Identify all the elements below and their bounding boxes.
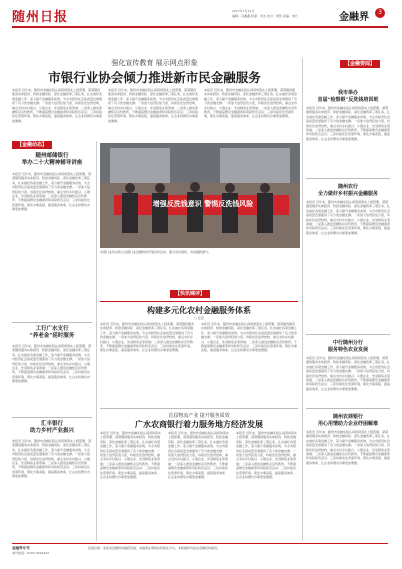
right1-body: 本报讯 近年来，随州市金融系统认真贯彻落实上级部署，紧紧围绕服务实体经济、防控金融风险、深化金融改革三项任务，扎实做好各项金融工作，着力提升金融服务质效，为全市经济社会高质量发展提供了有力的金融支撑。一是加大信贷投放力度，持续优化信贷结构，重点支持乡村振兴、小微企业、先进制造业等领域；二是深入推进金融知识宣传教育，不断提高群众金融素养和风险防范意识；三是持续优化营商环境，简化办事流程，提高服务效率，让企业和群众办事更加便捷。: [306, 106, 390, 141]
date-line: 2017年1月12日: [232, 9, 255, 13]
right2-title: 随州农行 全力做好乡村振兴金融服务: [317, 184, 378, 197]
article-gongxing-body: 本报讯 近年来，随州市金融系统认真贯彻落实上级部署，紧紧围绕服务实体经济、防控金融风险、深化金融改革三项任务，扎实做好各项金融工作，着力提升金融服务质效，为全市经济社会高质量发展提供了有力的金融支撑。一是加大信贷投放力度，持续优化信贷结构，重点支持乡村振兴、小微企业、先进制造业等领域；二是深入推进金融知识宣传教育，不断提高群众金融素养和风险防范意识；三是持续优化营商环境，简化办事流程，提高服务效率，让企业和群众办事更加便捷。: [12, 344, 91, 384]
meta-line: 编辑：冯鑫鑫 版面：刘杰 校对：周凯 美编：刘巧: [232, 14, 298, 18]
nonghang-kicker: 首届物流产业 提升服务质效: [168, 413, 230, 419]
lead-body-col3: 本报讯 近年来，随州市金融系统认真贯彻落实上级部署，紧紧围绕服务实体经济、防控金融风险、深化金融改革三项任务，扎实做好各项金融工作，着力提升金融服务质效，为全市经济社会高质量发展提供了有力的金融支撑。一是加大信贷投放力度，持续优化信贷结构，重点支持乡村振兴、小微企业、先进制造业等领域；二是深入推进金融知识宣传教育，不断提高群众金融素养和风险防范意识；三是持续优化营商环境，简化办事流程，提高服务效率，让企业和群众办事更加便捷。: [204, 88, 297, 119]
page-number: 3: [378, 9, 382, 16]
lead-kicker: 强化宣传教育 展示网点形象: [111, 59, 198, 67]
lead-title: 市银行业协会倾力推进新市民金融服务: [48, 70, 261, 85]
col-divider-right: [302, 58, 303, 541]
right2-body: 本报讯 近年来，随州市金融系统认真贯彻落实上级部署，紧紧围绕服务实体经济、防控金融风险、深化金融改革三项任务，扎实做好各项金融工作，着力提升金融服务质效，为全市经济社会高质量发展提供了有力的金融支撑。一是加大信贷投放力度，持续优化信贷结构，重点支持乡村振兴、小微企业、先进制造业等领域；二是深入推进金融知识宣传教育，不断提高群众金融素养和风险防范意识；三是持续优化营商环境，简化办事流程，提高服务效率，让企业和群众办事更加便捷。: [306, 200, 390, 235]
section-name: 金融界: [339, 12, 369, 23]
tag-kuaixun: 【快讯锦评】: [170, 290, 210, 298]
col-divider-left: [96, 141, 97, 541]
right3-body: 本报讯 近年来，随州市金融系统认真贯彻落实上级部署，紧紧围绕服务实体经济、防控金融风险、深化金融改革三项任务，扎实做好各项金融工作，着力提升金融服务质效，为全市经济社会高质量发展提供了有力的金融支撑。一是加大信贷投放力度，持续优化信贷结构，重点支持乡村振兴、小微企业、先进制造业等领域；二是深入推进金融知识宣传教育，不断提高群众金融素养和风险防范意识；三是持续优化营商环境，简化办事流程，提高服务效率，让企业和群众办事更加便捷。: [306, 356, 390, 391]
right3-title: 中行随州分行 服务特色农业发展: [327, 340, 368, 353]
divider-3: [100, 408, 298, 409]
footer-left: 金融界专刊: [12, 546, 30, 550]
article-youchu-title: 随州邮储银行 举办二十大精神辅导讲座: [21, 153, 83, 166]
tag-jinrong-dongtai: 【金融动态】: [12, 141, 52, 149]
kuaixun-rule: [100, 301, 298, 302]
nonghang-body-col3: 本报讯 近年来，随州市金融系统认真贯彻落实上级部署，紧紧围绕服务实体经济、防控金融风险、深化金融改革三项任务，扎实做好各项金融工作，着力提升金融服务质效，为全市经济社会高质量发展提供了有力的金融支撑。一是加大信贷投放力度，持续优化信贷结构，重点支持乡村振兴、小微企业、先进制造业等领域；二是深入推进金融知识宣传教育，不断提高群众金融素养和风险防范意识；三是持续优化营商环境，简化办事流程，提高服务效率，让企业和群众办事更加便捷。: [236, 431, 297, 480]
article-huifeng-title: 汇丰银行 助力乡村产业振兴: [29, 421, 74, 434]
article-huifeng-body: 本报讯 近年来，随州市金融系统认真贯彻落实上级部署，紧紧围绕服务实体经济、防控金融风险、深化金融改革三项任务，扎实做好各项金融工作，着力提升金融服务质效，为全市经济社会高质量发展提供了有力的金融支撑。一是加大信贷投放力度，持续优化信贷结构，重点支持乡村振兴、小微企业、先进制造业等领域；二是深入推进金融知识宣传教育，不断提高群众金融素养和风险防范意识；三是持续优化营商环境，简化办事流程，提高服务效率，让企业和群众办事更加便捷。: [12, 439, 91, 479]
tag-jinrong-news: 【金融要闻】: [340, 60, 380, 68]
lead-photo: [100, 143, 300, 248]
divider-r3: [306, 408, 390, 409]
masthead: [12, 6, 82, 24]
kuaixun-title: 构建多元化农村金融服务体系: [147, 305, 251, 315]
article-gongxing-title: 工行广水支行 “养老金”延时服务: [29, 326, 75, 339]
footer-notice: 征稿启事：欢迎各金融机构踊跃投稿，来稿请注明单位和联系方式。本版稿件均由各金融机构提供。: [88, 546, 221, 550]
banner-text: 增强反洗钱意识 警惕反洗钱风险: [152, 200, 254, 208]
masthead-title: 随州日报: [12, 10, 69, 25]
nonghang-title: 广水农商银行着力服务地方经济发展: [135, 419, 263, 429]
nonghang-body-col2: 本报讯 近年来，随州市金融系统认真贯彻落实上级部署，紧紧围绕服务实体经济、防控金融风险、深化金融改革三项任务，扎实做好各项金融工作，着力提升金融服务质效，为全市经济社会高质量发展提供了有力的金融支撑。一是加大信贷投放力度，持续优化信贷结构，重点支持乡村振兴、小微企业、先进制造业等领域；二是深入推进金融知识宣传教育，不断提高群众金融素养和风险防范意识；三是持续优化营商环境，简化办事流程，提高服务效率，让企业和群众办事更加便捷。: [168, 431, 229, 480]
divider-r1: [306, 178, 390, 179]
right1-title: 我市举办 首届“检察银”反洗钱培训班: [317, 90, 379, 103]
photo-caption: 市银行业协会联合各银行业金融机构开展宣传活动。图为活动现场，市民踊跃参与。: [100, 250, 212, 254]
divider-1: [12, 322, 92, 323]
footer-left-sub: 本刊热线：0722-3222222: [12, 551, 50, 555]
lead-body-col1: 本报讯 近年来，随州市金融系统认真贯彻落实上级部署，紧紧围绕服务实体经济、防控金融风险、深化金融改革三项任务，扎实做好各项金融工作，着力提升金融服务质效，为全市经济社会高质量发展提供了有力的金融支撑。一是加大信贷投放力度，持续优化信贷结构，重点支持乡村振兴、小微企业、先进制造业等领域；二是深入推进金融知识宣传教育，不断提高群众金融素养和风险防范意识；三是持续优化营商环境，简化办事流程，提高服务效率，让企业和群众办事更加便捷。: [12, 88, 102, 123]
nonghang-body-col1: 本报讯 近年来，随州市金融系统认真贯彻落实上级部署，紧紧围绕服务实体经济、防控金融风险、深化金融改革三项任务，扎实做好各项金融工作，着力提升金融服务质效，为全市经济社会高质量发展提供了有力的金融支撑。一是加大信贷投放力度，持续优化信贷结构，重点支持乡村振兴、小微企业、先进制造业等领域；二是深入推进金融知识宣传教育，不断提高群众金融素养和风险防范意识；三是持续优化营商环境，简化办事流程，提高服务效率，让企业和群众办事更加便捷。: [100, 431, 161, 480]
kuaixun-body-col2: 本报讯 近年来，随州市金融系统认真贯彻落实上级部署，紧紧围绕服务实体经济、防控金融风险、深化金融改革三项任务，扎实做好各项金融工作，着力提升金融服务质效，为全市经济社会高质量发展提供了有力的金融支撑。一是加大信贷投放力度，持续优化信贷结构，重点支持乡村振兴、小微企业、先进制造业等领域；二是深入推进金融知识宣传教育，不断提高群众金融素养和风险防范意识；三是持续优化营商环境，简化办事流程，提高服务效率，让企业和群众办事更加便捷。: [201, 322, 297, 353]
right4-title: 随州农商银行 用心用情助力企业纾困解难: [317, 414, 378, 427]
lead-body-col2: 本报讯 近年来，随州市金融系统认真贯彻落实上级部署，紧紧围绕服务实体经济、防控金融风险、深化金融改革三项任务，扎实做好各项金融工作，着力提升金融服务质效，为全市经济社会高质量发展提供了有力的金融支撑。一是加大信贷投放力度，持续优化信贷结构，重点支持乡村振兴、小微企业、先进制造业等领域；二是深入推进金融知识宣传教育，不断提高群众金融素养和风险防范意识；三是持续优化营商环境，简化办事流程，提高服务效率，让企业和群众办事更加便捷。: [108, 88, 198, 123]
header-rule: [12, 26, 388, 28]
article-youchu-body: 本报讯 近年来，随州市金融系统认真贯彻落实上级部署，紧紧围绕服务实体经济、防控金融风险、深化金融改革三项任务，扎实做好各项金融工作，着力提升金融服务质效，为全市经济社会高质量发展提供了有力的金融支撑。一是加大信贷投放力度，持续优化信贷结构，重点支持乡村振兴、小微企业、先进制造业等领域；二是深入推进金融知识宣传教育，不断提高群众金融素养和风险防范意识；三是持续优化营商环境，简化办事流程，提高服务效率，让企业和群众办事更加便捷。: [12, 172, 91, 212]
kuaixun-byline: □ 张苗: [194, 316, 204, 320]
right4-body: 本报讯 近年来，随州市金融系统认真贯彻落实上级部署，紧紧围绕服务实体经济、防控金融风险、深化金融改革三项任务，扎实做好各项金融工作，着力提升金融服务质效，为全市经济社会高质量发展提供了有力的金融支撑。一是加大信贷投放力度，持续优化信贷结构，重点支持乡村振兴、小微企业、先进制造业等领域；二是深入推进金融知识宣传教育，不断提高群众金融素养和风险防范意识；三是持续优化营商环境，简化办事流程，提高服务效率，让企业和群众办事更加便捷。: [306, 430, 390, 465]
page-number-badge: [375, 8, 385, 18]
divider-r2: [306, 334, 390, 335]
kuaixun-body-col1: 本报讯 近年来，随州市金融系统认真贯彻落实上级部署，紧紧围绕服务实体经济、防控金融风险、深化金融改革三项任务，扎实做好各项金融工作，着力提升金融服务质效，为全市经济社会高质量发展提供了有力的金融支撑。一是加大信贷投放力度，持续优化信贷结构，重点支持乡村振兴、小微企业、先进制造业等领域；二是深入推进金融知识宣传教育，不断提高群众金融素养和风险防范意识；三是持续优化营商环境，简化办事流程，提高服务效率，让企业和群众办事更加便捷。: [100, 322, 194, 353]
divider-2: [12, 417, 92, 418]
footer-rule: [12, 543, 388, 544]
photo-illustration: [100, 143, 300, 248]
